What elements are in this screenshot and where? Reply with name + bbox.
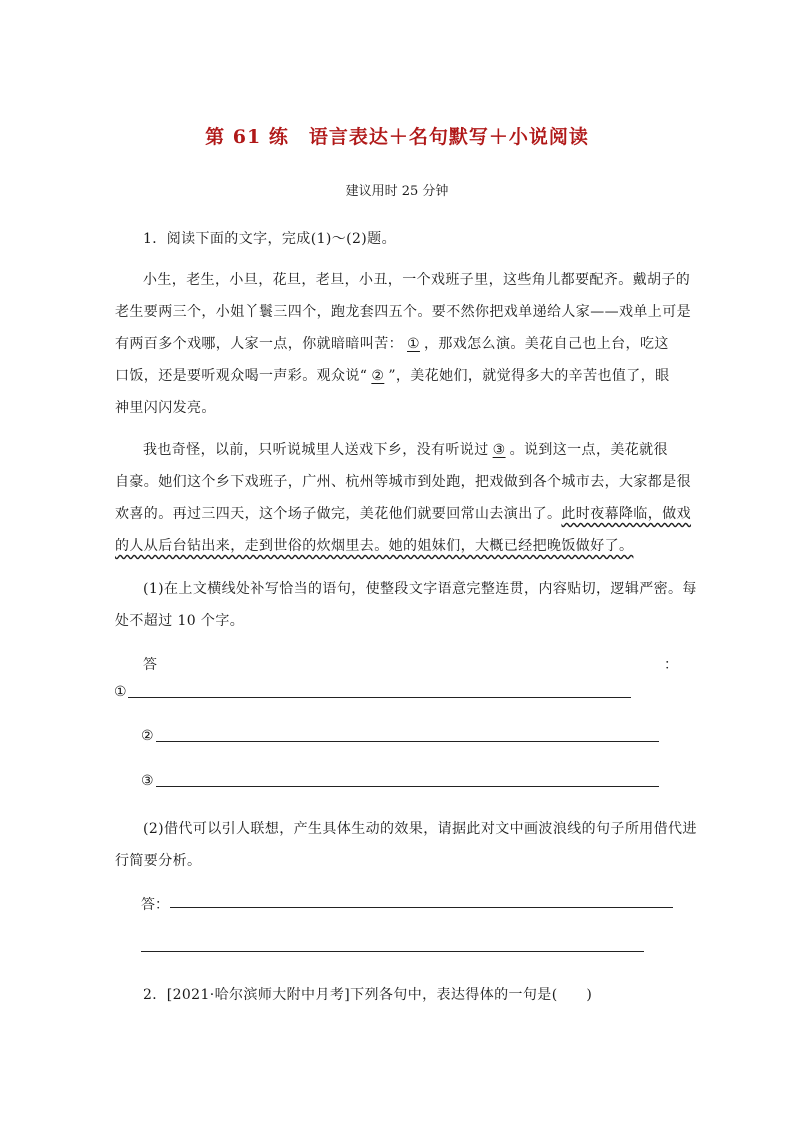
passage-line: 自豪。她们这个乡下戏班子，广州、杭州等城市到处跑，把戏做到各个城市去，大家都是很 (115, 474, 691, 490)
answer-2-label: ② (141, 728, 154, 744)
sub-question-2-cont: 行简要分析。 (115, 853, 202, 869)
sub-question-2: (2)借代可以引人联想，产生具体生动的效果，请据此对文中画波浪线的句子所用借代进 (143, 821, 697, 837)
passage-line (115, 333, 669, 353)
suggested-time: 建议用时 25 分钟 (345, 184, 449, 199)
passage-line (115, 503, 691, 523)
passage-text: ”，美花她们，就觉得多大的辛苦也值了，眼 (388, 368, 670, 384)
wavy-underlined-sentence: 此时夜幕降临，做戏 (561, 506, 692, 522)
blank-2: ② (371, 368, 385, 384)
answer-1-line[interactable] (128, 697, 631, 698)
answer-3-label: ③ (141, 773, 154, 789)
answer-line[interactable] (170, 907, 673, 908)
passage-text: 欢喜的。再过三四天，这个场子做完，美花他们就要回常山去演出了。 (115, 506, 562, 522)
passage-line: 小生，老生，小旦，花旦，老旦，小丑，一个戏班子里，这些角儿都要配齐。戴胡子的 (143, 272, 691, 288)
answer-colon: ： (664, 657, 678, 673)
blank-3: ③ (492, 442, 506, 458)
passage-text: 。说到这一点，美花就很 (509, 442, 668, 458)
answer-3-line[interactable] (156, 786, 659, 787)
answer-2-line[interactable] (156, 741, 659, 742)
page-title: 第 61 练 语言表达＋名句默写＋小说阅读 (205, 126, 589, 148)
answer-line[interactable] (141, 951, 644, 952)
sub-question-1: (1)在上文横线处补写恰当的语句，使整段文字语意完整连贯，内容贴切，逻辑严密。每 (143, 581, 697, 597)
question-1-intro: 1．阅读下面的文字，完成(1)～(2)题。 (143, 231, 396, 247)
passage-text: 口饭，还是要听观众喝一声彩。观众说“ (115, 368, 368, 384)
passage-text: 有两百多个戏哪，人家一点，你就暗暗叫苦： (115, 336, 403, 352)
passage-text: 我也奇怪，以前，只听说城里人送戏下乡，没有听说过 (143, 442, 489, 458)
passage-line: 老生要两三个，小姐丫鬟三四个，跑龙套四五个。要不然你把戏单递给人家——戏单上可是 (115, 304, 691, 320)
passage-line (115, 365, 669, 385)
passage-line (143, 439, 668, 459)
wavy-underlined-sentence: 的人从后台钻出来，走到世俗的炊烟里去。她的姐妹们，大概已经把晚饭做好了。 (115, 538, 634, 554)
passage-text: ，那戏怎么演。美花自己也上台，吃这 (423, 336, 669, 352)
passage-line: 神里闪闪发亮。 (115, 400, 216, 416)
answer-label: 答 (143, 657, 157, 673)
answer-label: 答： (141, 897, 169, 913)
answer-1-label: ① (114, 684, 127, 700)
sub-question-1-cont: 处不超过 10 个字。 (115, 613, 245, 629)
question-2: 2．[2021·哈尔滨师大附中月考]下列各句中，表达得体的一句是( ) (143, 987, 593, 1003)
blank-1: ① (407, 336, 420, 352)
passage-line (115, 535, 633, 555)
